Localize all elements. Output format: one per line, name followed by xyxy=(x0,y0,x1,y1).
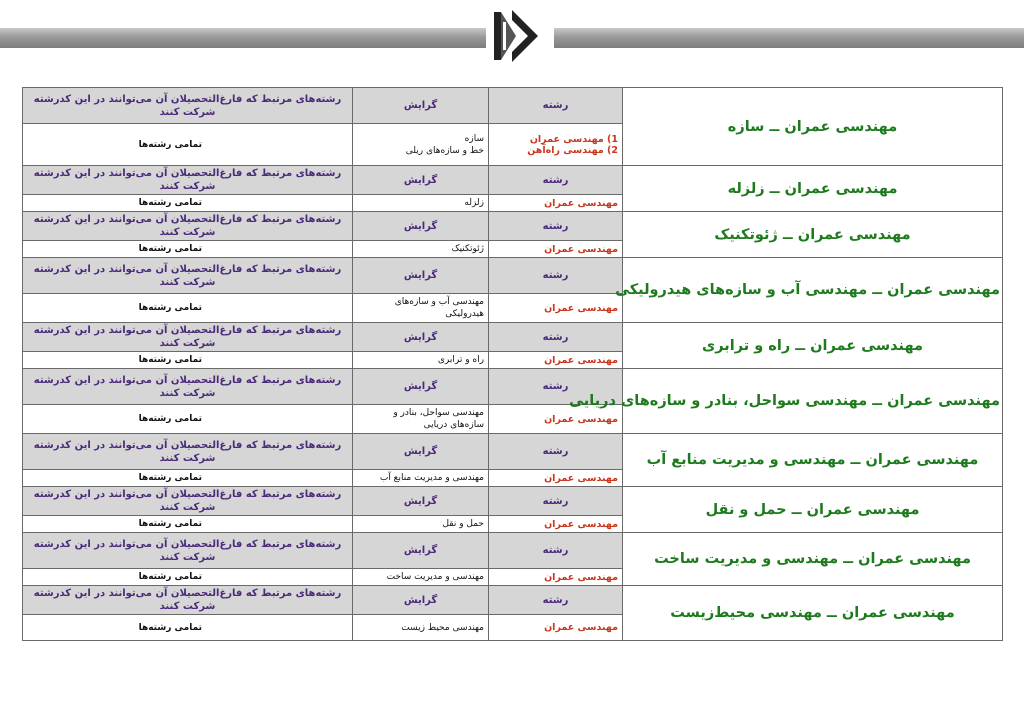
specialization-name: مهندسی آب و سازه‌های هیدرولیکی xyxy=(394,297,484,319)
section-header-row xyxy=(23,88,1003,124)
major-cell xyxy=(489,516,623,533)
specialization-name: مهندسی و مدیریت ساخت xyxy=(386,572,484,582)
specialization-name: راه و ترابری xyxy=(437,355,484,365)
column-header-related: رشته‌های مرتبط که فارغ‌التحصیلان آن می‌توانند در این کدرشته شرکت کنند xyxy=(23,88,353,124)
programs-table xyxy=(22,87,1003,641)
major-cell xyxy=(489,241,623,258)
column-header-specialization: گرایش xyxy=(353,487,489,516)
program-title: مهندسی عمران ــ راه و ترابری xyxy=(623,323,1003,369)
related-cell: تمامی رشته‌ها xyxy=(23,516,353,533)
related-cell: تمامی رشته‌ها xyxy=(23,569,353,586)
major-name: مهندسی عمران xyxy=(544,302,618,314)
program-title: مهندسی عمران ــ ژئوتکنیک xyxy=(623,212,1003,258)
related-cell: تمامی رشته‌ها xyxy=(23,615,353,641)
specialization-name: مهندسی سواحل، بنادر و سازه‌های دریایی xyxy=(393,408,484,430)
specialization-cell xyxy=(353,569,489,586)
column-header-related: رشته‌های مرتبط که فارغ‌التحصیلان آن می‌توانند در این کدرشته شرکت کنند xyxy=(23,212,353,241)
section-header-row xyxy=(23,487,1003,516)
section-header-row xyxy=(23,434,1003,470)
brand-logo xyxy=(486,4,554,68)
major-name: مهندسی عمران xyxy=(544,413,618,425)
major-cell xyxy=(489,615,623,641)
specialization-name: سازه xyxy=(464,133,484,144)
column-header-related: رشته‌های مرتبط که فارغ‌التحصیلان آن می‌توانند در این کدرشته شرکت کنند xyxy=(23,586,353,615)
column-header-specialization: گرایش xyxy=(353,212,489,241)
column-header-specialization: گرایش xyxy=(353,533,489,569)
program-title: مهندسی عمران ــ مهندسی محیط‌زیست xyxy=(623,586,1003,641)
major-name: مهندسی عمران xyxy=(544,243,618,255)
major-cell xyxy=(489,294,623,323)
specialization-cell xyxy=(353,352,489,369)
column-header-related: رشته‌های مرتبط که فارغ‌التحصیلان آن می‌توانند در این کدرشته شرکت کنند xyxy=(23,166,353,195)
specialization-cell xyxy=(353,470,489,487)
major-cell xyxy=(489,195,623,212)
program-title: مهندسی عمران ــ سازه xyxy=(623,88,1003,166)
specialization-cell xyxy=(353,195,489,212)
section-header-row xyxy=(23,258,1003,294)
specialization-cell xyxy=(353,405,489,434)
section-header-row xyxy=(23,586,1003,615)
major-name: مهندسی عمران xyxy=(544,571,618,583)
specialization-name: ژئوتکنیک xyxy=(451,244,484,254)
major-cell xyxy=(489,352,623,369)
specialization-cell xyxy=(353,516,489,533)
column-header-related: رشته‌های مرتبط که فارغ‌التحصیلان آن می‌توانند در این کدرشته شرکت کنند xyxy=(23,323,353,352)
major-name: مهندسی عمران xyxy=(544,518,618,530)
specialization-name: مهندسی محیط زیست xyxy=(401,622,484,633)
column-header-specialization: گرایش xyxy=(353,369,489,405)
column-header-related: رشته‌های مرتبط که فارغ‌التحصیلان آن می‌توانند در این کدرشته شرکت کنند xyxy=(23,487,353,516)
program-title: مهندسی عمران ــ زلزله xyxy=(623,166,1003,212)
section-header-row xyxy=(23,369,1003,405)
column-header-major: رشته xyxy=(489,88,623,124)
major-name: مهندسی عمران xyxy=(544,472,618,484)
column-header-major: رشته xyxy=(489,533,623,569)
program-title: مهندسی عمران ــ حمل و نقل xyxy=(623,487,1003,533)
column-header-related: رشته‌های مرتبط که فارغ‌التحصیلان آن می‌توانند در این کدرشته شرکت کنند xyxy=(23,533,353,569)
column-header-related: رشته‌های مرتبط که فارغ‌التحصیلان آن می‌توانند در این کدرشته شرکت کنند xyxy=(23,258,353,294)
brand-logo-mark xyxy=(486,4,554,68)
column-header-specialization: گرایش xyxy=(353,586,489,615)
related-cell: تمامی رشته‌ها xyxy=(23,241,353,258)
column-header-specialization: گرایش xyxy=(353,166,489,195)
column-header-specialization: گرایش xyxy=(353,258,489,294)
program-title: مهندسی عمران ــ مهندسی آب و سازه‌های هیدرولیکی xyxy=(623,258,1003,323)
specialization-cell xyxy=(353,615,489,641)
major-name: مهندسی عمران xyxy=(544,354,618,366)
column-header-related: رشته‌های مرتبط که فارغ‌التحصیلان آن می‌توانند در این کدرشته شرکت کنند xyxy=(23,434,353,470)
specialization-name: مهندسی و مدیریت منابع آب xyxy=(379,473,484,483)
related-cell: تمامی رشته‌ها xyxy=(23,405,353,434)
related-cell: تمامی رشته‌ها xyxy=(23,352,353,369)
column-header-major: رشته xyxy=(489,212,623,241)
program-title: مهندسی عمران ــ مهندسی و مدیریت منابع آب xyxy=(623,434,1003,487)
specialization-name: خط و سازه‌های ریلی xyxy=(405,145,484,156)
column-header-related: رشته‌های مرتبط که فارغ‌التحصیلان آن می‌توانند در این کدرشته شرکت کنند xyxy=(23,369,353,405)
column-header-specialization: گرایش xyxy=(353,434,489,470)
related-cell: تمامی رشته‌ها xyxy=(23,124,353,166)
specialization-cell xyxy=(353,124,489,166)
major-name: مهندسی عمران xyxy=(544,622,618,633)
column-header-major: رشته xyxy=(489,166,623,195)
specialization-cell xyxy=(353,294,489,323)
section-header-row xyxy=(23,166,1003,195)
specialization-name: زلزله xyxy=(464,198,484,208)
major-cell xyxy=(489,470,623,487)
column-header-major: رشته xyxy=(489,487,623,516)
related-cell: تمامی رشته‌ها xyxy=(23,195,353,212)
column-header-major: رشته xyxy=(489,258,623,294)
column-header-major: رشته xyxy=(489,369,623,405)
specialization-cell xyxy=(353,241,489,258)
column-header-major: رشته xyxy=(489,434,623,470)
major-name: 1) مهندسی عمران xyxy=(529,133,618,145)
major-name: مهندسی عمران xyxy=(544,197,618,209)
program-title: مهندسی عمران ــ مهندسی سواحل، بنادر و سازه‌های دریایی xyxy=(623,369,1003,434)
section-header-row xyxy=(23,533,1003,569)
section-header-row xyxy=(23,323,1003,352)
related-cell: تمامی رشته‌ها xyxy=(23,294,353,323)
column-header-major: رشته xyxy=(489,586,623,615)
specialization-name: حمل و نقل xyxy=(442,519,484,529)
column-header-specialization: گرایش xyxy=(353,323,489,352)
column-header-major: رشته xyxy=(489,323,623,352)
section-header-row xyxy=(23,212,1003,241)
major-cell xyxy=(489,124,623,166)
major-cell xyxy=(489,569,623,586)
program-title: مهندسی عمران ــ مهندسی و مدیریت ساخت xyxy=(623,533,1003,586)
related-cell: تمامی رشته‌ها xyxy=(23,470,353,487)
column-header-specialization: گرایش xyxy=(353,88,489,124)
major-name: 2) مهندسی راه‌آهن xyxy=(527,144,618,156)
